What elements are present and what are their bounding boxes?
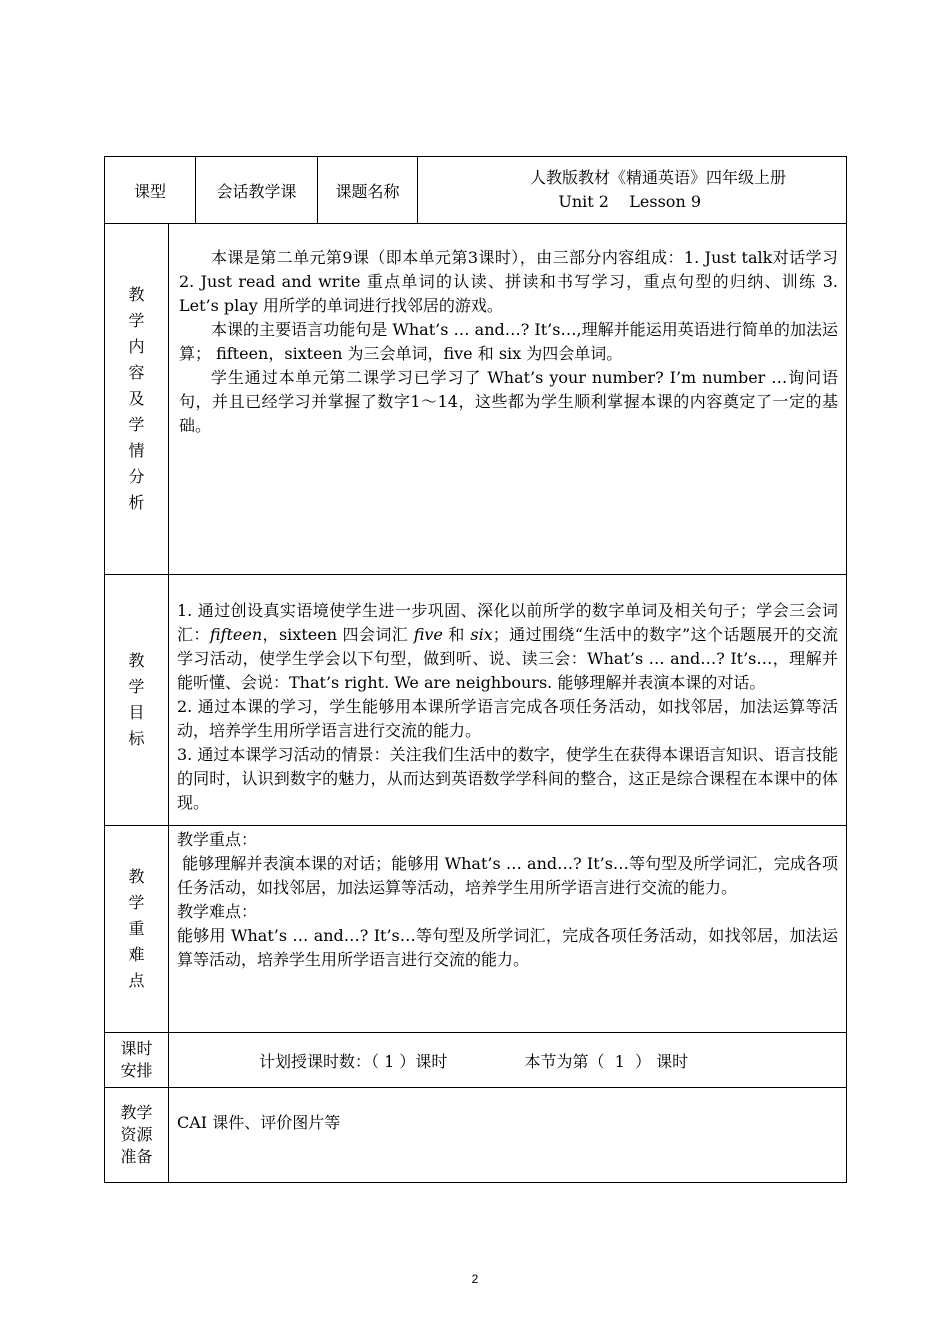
focus-text: 能够理解并表演本课的对话；能够用 What’s … and…? It’s…等句型及所学词汇，完成各项任务活动，如找邻居，加法运算等活动，培养学生用所学语言进行交流的能力。 xyxy=(177,854,839,897)
goals-content xyxy=(169,575,847,826)
analysis-row xyxy=(105,224,847,575)
lesson-type-label: 课型 xyxy=(105,157,196,224)
schedule-label: 课时 安排 xyxy=(105,1033,169,1088)
header-row xyxy=(105,157,847,224)
schedule-current: 本节为第（ 1 ） 课时 xyxy=(524,1051,689,1071)
keypoints-content xyxy=(169,826,847,1033)
goal-item-3: 3. 通过本课学习活动的情景：关注我们生活中的数字，使学生在获得本课语言知识、语言技能的同时，认识到数字的魅力，从而达到英语数学学科间的整合，这正是综合课程在本课中的体现。 xyxy=(177,745,839,812)
goal-item-1: 1. 通过创设真实语境使学生进一步巩固、深化以前所学的数字单词及相关句子；学会三会词汇：fifteen，sixteen 四会词汇 five 和 six；通过围绕“生活中的数字”这个话题展开的交流学习活动，使学生学会以下句型，做到听、说、读三会：What’s … and…? It’s…，理解并能听懂、会说：That’s right. We are neighbours. 能够理解并表演本课的对话。 xyxy=(177,601,839,692)
lesson-title xyxy=(418,157,847,224)
schedule-planned: 计划授课时数：（ 1 ）课时 xyxy=(259,1051,448,1071)
lesson-plan-table xyxy=(104,156,847,1183)
goal-item-2: 2. 通过本课的学习，学生能够用本课所学语言完成各项任务活动，如找邻居，加法运算等活动，培养学生用所学语言进行交流的能力。 xyxy=(177,697,839,740)
lesson-title-line1: 人教版教材《精通英语》四年级上册 xyxy=(530,168,787,187)
resources-label: 教学 资源 准备 xyxy=(105,1088,169,1183)
analysis-paragraph: 本课的主要语言功能句是 What’s … and…? It’s…,理解并能运用英语进行简单的加法运算； fifteen，sixteen 为三会单词，five 和 six 为四会单词。 xyxy=(179,320,839,363)
lesson-title-label: 课题名称 xyxy=(318,157,418,224)
lesson-title-line2: Unit 2 Lesson 9 xyxy=(558,192,702,211)
focus-title: 教学重点： xyxy=(177,830,258,849)
keypoints-row xyxy=(105,826,847,1033)
goals-row xyxy=(105,575,847,826)
resources-text: CAI 课件、评价图片等 xyxy=(177,1113,341,1132)
analysis-content xyxy=(169,224,847,575)
schedule-content xyxy=(169,1033,847,1088)
schedule-row xyxy=(105,1033,847,1088)
page-number: 2 xyxy=(471,1272,479,1286)
analysis-label: 教 学 内 容 及 学 情 分 析 xyxy=(105,224,169,575)
difficulty-title: 教学难点： xyxy=(177,902,258,921)
difficulty-text: 能够用 What’s … and…? It’s…等句型及所学词汇，完成各项任务活动，如找邻居，加法运算等活动，培养学生用所学语言进行交流的能力。 xyxy=(177,926,839,969)
resources-content xyxy=(169,1088,847,1183)
analysis-paragraph: 本课是第二单元第9课（即本单元第3课时），由三部分内容组成：1. Just talk对话学习 2. Just read and write 重点单词的认读、拼读和书写学习，重点句型的归纳、训练 3. Let’s play 用所学的单词进行找邻居的游戏。 xyxy=(179,248,839,315)
goals-label: 教 学 目 标 xyxy=(105,575,169,826)
analysis-paragraph: 学生通过本单元第二课学习已学习了 What’s your number? I’m number …询问语句，并且已经学习并掌握了数字1～14，这些都为学生顺利掌握本课的内容奠定了一定的基础。 xyxy=(179,368,839,435)
resources-row xyxy=(105,1088,847,1183)
lesson-type-value: 会话教学课 xyxy=(196,157,318,224)
keypoints-label: 教 学 重 难 点 xyxy=(105,826,169,1033)
